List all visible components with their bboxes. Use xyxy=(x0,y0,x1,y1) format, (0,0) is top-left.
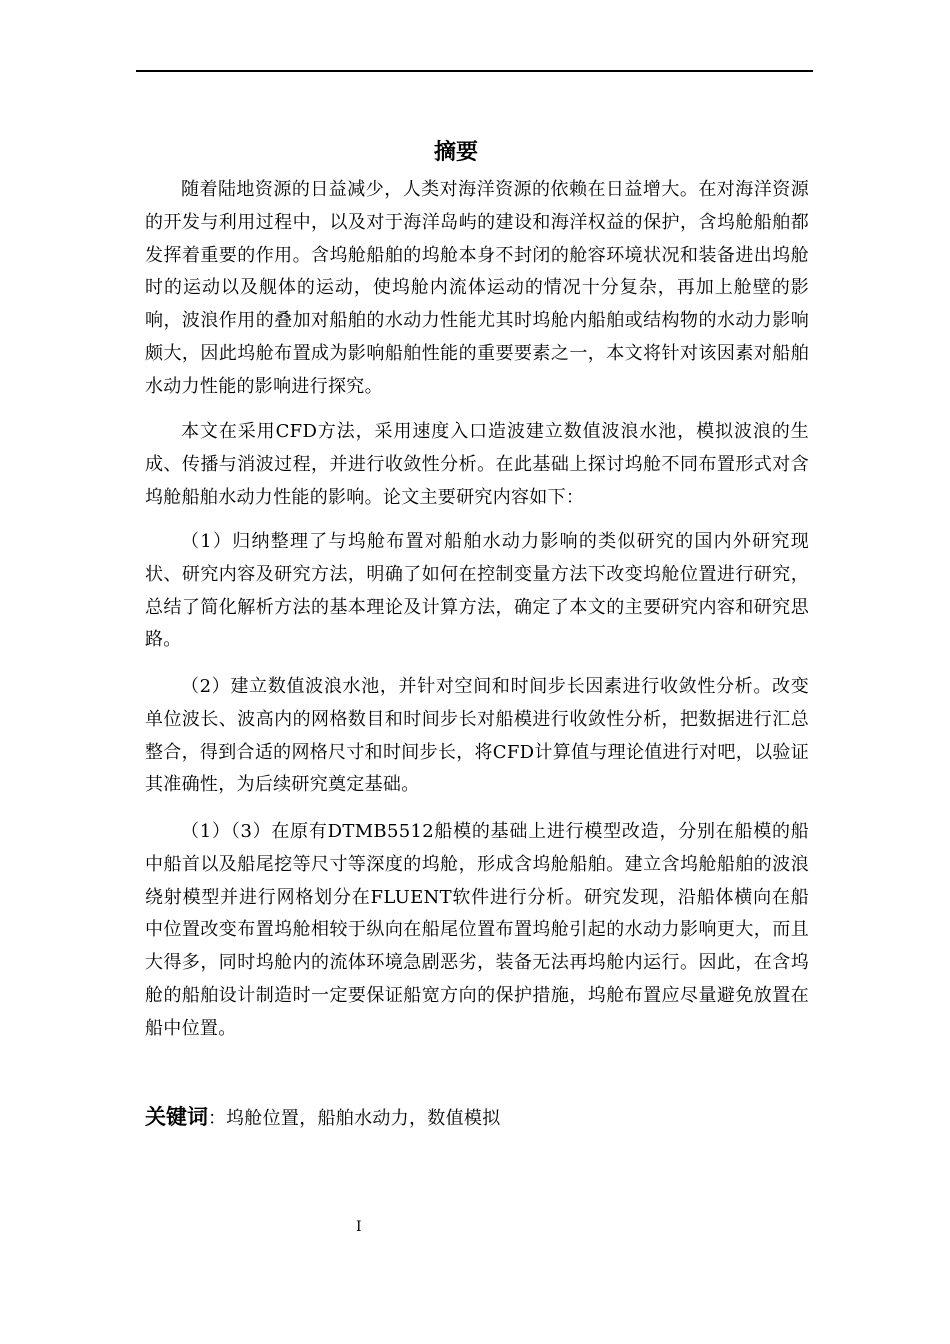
keywords-label: 关键词 xyxy=(145,1105,208,1129)
abstract-paragraph-3: （1）归纳整理了与坞舱布置对船舶水动力影响的类似研究的国内外研究现状、研究内容及研究方法，明确了如何在控制变量方法下改变坞舱位置进行研究，总结了简化解析方法的基本理论及计算方法，确定了本文的主要研究内容和研究思路。 xyxy=(145,531,809,651)
keywords-line xyxy=(145,1100,809,1136)
page-title: 摘要 xyxy=(433,140,478,165)
keywords-separator: ： xyxy=(208,1108,226,1129)
abstract-paragraph-2: 本文在采用CFD方法，采用速度入口造波建立数值波浪水池，模拟波浪的生成、传播与消波过程，并进行收敛性分析。在此基础上探讨坞舱不同布置形式对含坞舱船舶水动力性能的影响。论文主要研究内容如下： xyxy=(145,421,809,508)
keywords-value: 坞舱位置，船舶水动力，数值模拟 xyxy=(226,1108,501,1129)
abstract-paragraph-4: （2）建立数值波浪水池，并针对空间和时间步长因素进行收敛性分析。改变单位波长、波高内的网格数目和时间步长对船模进行收敛性分析，把数据进行汇总整合，得到合适的网格尺寸和时间步长，将CFD计算值与理论值进行对吧，以验证其准确性，为后续研究奠定基础。 xyxy=(145,676,809,796)
page-number: I xyxy=(356,1219,362,1235)
abstract-paragraph-1: 随着陆地资源的日益减少，人类对海洋资源的依赖在日益增大。在对海洋资源的开发与利用过程中，以及对于海洋岛屿的建设和海洋权益的保护，含坞舱船舶都发挥着重要的作用。含坞舱船舶的坞舱本身不封闭的舱容环境状况和装备进出坞舱时的运动以及舰体的运动，使坞舱内流体运动的情况十分复杂，再加上舱壁的影响，波浪作用的叠加对船舶的水动力性能尤其时坞舱内船舶或结构物的水动力影响颇大，因此坞舱布置成为影响船舶性能的重要要素之一，本文将针对该因素对船舶水动力性能的影响进行探究。 xyxy=(145,179,809,397)
abstract-paragraph-5: （1）（3）在原有DTMB5512船模的基础上进行模型改造，分别在船模的船中船首以及船尾挖等尺寸等深度的坞舱，形成含坞舱船舶。建立含坞舱船舶的波浪绕射模型并进行网格划分在FLUENT软件进行分析。研究发现，沿船体横向在船中位置改变布置坞舱相较于纵向在船尾位置布置坞舱引起的水动力影响更大，而且大得多，同时坞舱内的流体环境急剧恶劣，装备无法再坞舱内运行。因此，在含坞舱的船舶设计制造时一定要保证船宽方向的保护措施，坞舱布置应尽量避免放置在船中位置。 xyxy=(145,821,809,1039)
header-rule xyxy=(136,70,813,72)
